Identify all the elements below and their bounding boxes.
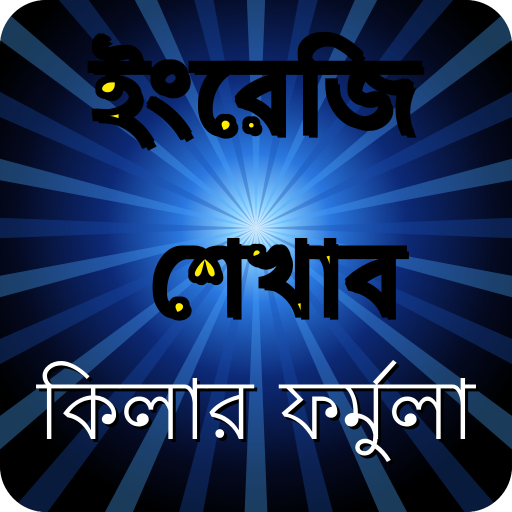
title-line-will-teach: শেখাব [147,221,405,338]
title-line-english: ইংরেজি [92,35,420,157]
title-line-killer-formula: কিলার ফর্মুলা [37,361,475,459]
